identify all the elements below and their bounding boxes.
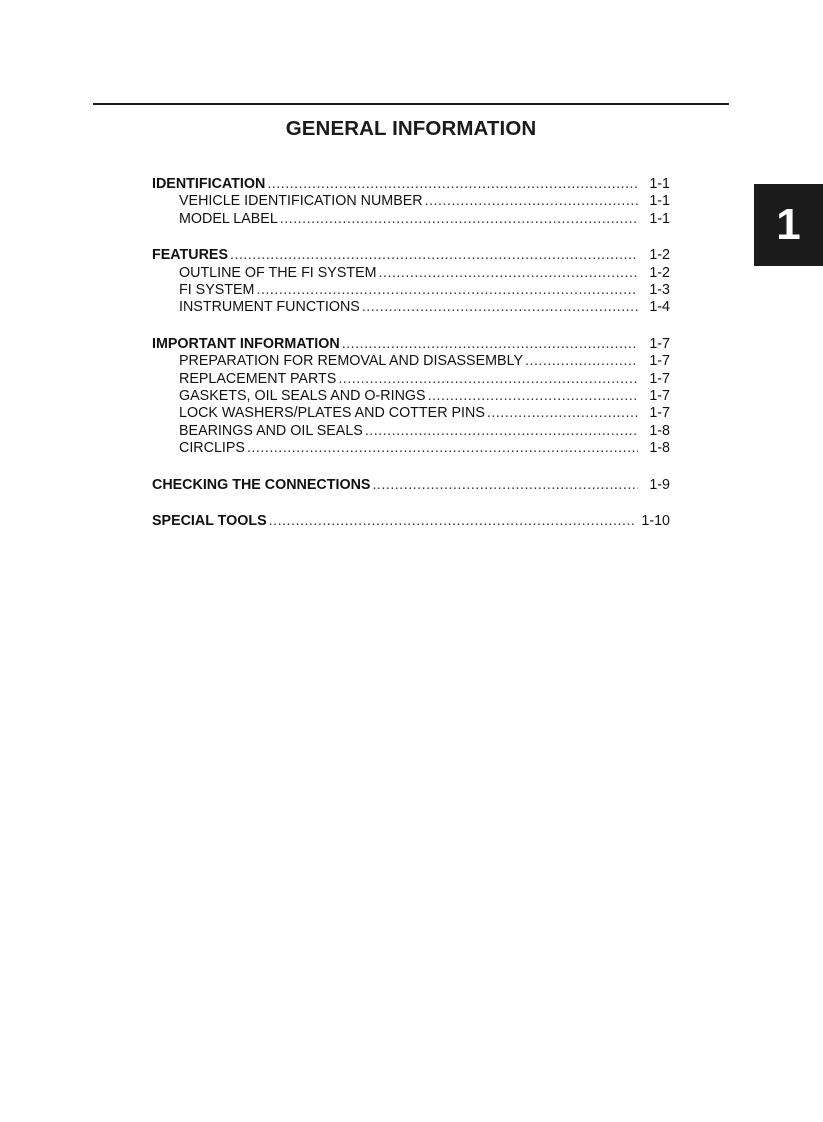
toc-entry-label: IMPORTANT INFORMATION — [152, 336, 340, 353]
toc-entry-label: SPECIAL TOOLS — [152, 513, 267, 530]
toc-entry-label: FI SYSTEM — [179, 281, 255, 298]
toc-page-number: 1-7 — [649, 370, 670, 387]
toc-page-number: 1-2 — [649, 264, 670, 281]
dot-leader — [525, 353, 638, 370]
toc-entry-label: INSTRUMENT FUNCTIONS — [179, 299, 360, 316]
toc-section-checking-connections — [152, 477, 670, 494]
toc-entry-gaskets-oil-seals-o-rings[interactable] — [152, 388, 670, 405]
dot-leader — [230, 247, 638, 264]
toc-entry-label: VEHICLE IDENTIFICATION NUMBER — [179, 193, 423, 210]
dot-leader — [247, 440, 638, 457]
toc-entry-label: GASKETS, OIL SEALS AND O-RINGS — [179, 387, 426, 404]
dot-leader — [269, 513, 636, 530]
toc-page-number: 1-9 — [649, 476, 670, 493]
toc-entry-label: OUTLINE OF THE FI SYSTEM — [179, 264, 377, 281]
toc-page-number: 1-3 — [649, 281, 670, 298]
toc-entry-label: CIRCLIPS — [179, 439, 245, 456]
dot-leader — [487, 405, 638, 422]
toc-section-important-information — [152, 336, 670, 457]
toc-entry-special-tools[interactable] — [152, 513, 670, 530]
toc-page-number: 1-1 — [649, 210, 670, 227]
toc-entry-checking-the-connections[interactable] — [152, 477, 670, 494]
dot-leader — [256, 282, 638, 299]
toc-entry-label: FEATURES — [152, 247, 228, 264]
dot-leader — [425, 193, 638, 210]
toc-page-number: 1-4 — [649, 299, 670, 316]
table-of-contents — [152, 176, 670, 550]
toc-entry-vehicle-identification-number[interactable] — [152, 193, 670, 210]
toc-entry-bearings-and-oil-seals[interactable] — [152, 423, 670, 440]
toc-entry-replacement-parts[interactable] — [152, 371, 670, 388]
toc-page-number: 1-7 — [649, 353, 670, 370]
dot-leader — [372, 477, 638, 494]
chapter-tab[interactable]: 1 — [754, 184, 823, 266]
dot-leader — [280, 211, 638, 228]
toc-entry-label: BEARINGS AND OIL SEALS — [179, 422, 363, 439]
toc-page-number: 1-7 — [649, 405, 670, 422]
dot-leader — [267, 176, 638, 193]
toc-entry-identification[interactable] — [152, 176, 670, 193]
toc-page-number: 1-8 — [649, 439, 670, 456]
header-rule — [93, 103, 729, 105]
toc-page-number: 1-1 — [649, 176, 670, 192]
toc-entry-label: IDENTIFICATION — [152, 176, 266, 192]
toc-page-number: 1-7 — [649, 387, 670, 404]
toc-entry-features[interactable] — [152, 247, 670, 264]
toc-entry-label: PREPARATION FOR REMOVAL AND DISASSEMBLY — [179, 353, 523, 370]
toc-entry-label: LOCK WASHERS/PLATES AND COTTER PINS — [179, 405, 485, 422]
dot-leader — [379, 265, 638, 282]
toc-entry-label: CHECKING THE CONNECTIONS — [152, 476, 371, 493]
toc-page-number: 1-1 — [649, 193, 670, 210]
toc-page-number: 1-2 — [649, 247, 670, 264]
toc-entry-label: MODEL LABEL — [179, 210, 278, 227]
toc-section-special-tools — [152, 513, 670, 530]
toc-page-number: 1-8 — [649, 422, 670, 439]
page-title: GENERAL INFORMATION — [285, 117, 537, 140]
toc-section-features — [152, 247, 670, 316]
toc-entry-circlips[interactable] — [152, 440, 670, 457]
toc-entry-important-information[interactable] — [152, 336, 670, 353]
toc-entry-fi-system[interactable] — [152, 282, 670, 299]
toc-entry-label: REPLACEMENT PARTS — [179, 370, 337, 387]
toc-entry-instrument-functions[interactable] — [152, 299, 670, 316]
toc-entry-outline-of-fi-system[interactable] — [152, 265, 670, 282]
dot-leader — [338, 371, 638, 388]
dot-leader — [362, 299, 638, 316]
toc-entry-lock-washers-cotter-pins[interactable] — [152, 405, 670, 422]
toc-page-number: 1-7 — [649, 336, 670, 353]
dot-leader — [428, 388, 638, 405]
toc-section-identification — [152, 176, 670, 228]
dot-leader — [365, 423, 638, 440]
toc-entry-model-label[interactable] — [152, 211, 670, 228]
toc-page-number: 1-10 — [641, 513, 670, 530]
dot-leader — [342, 336, 638, 353]
toc-entry-preparation-for-removal[interactable] — [152, 353, 670, 370]
